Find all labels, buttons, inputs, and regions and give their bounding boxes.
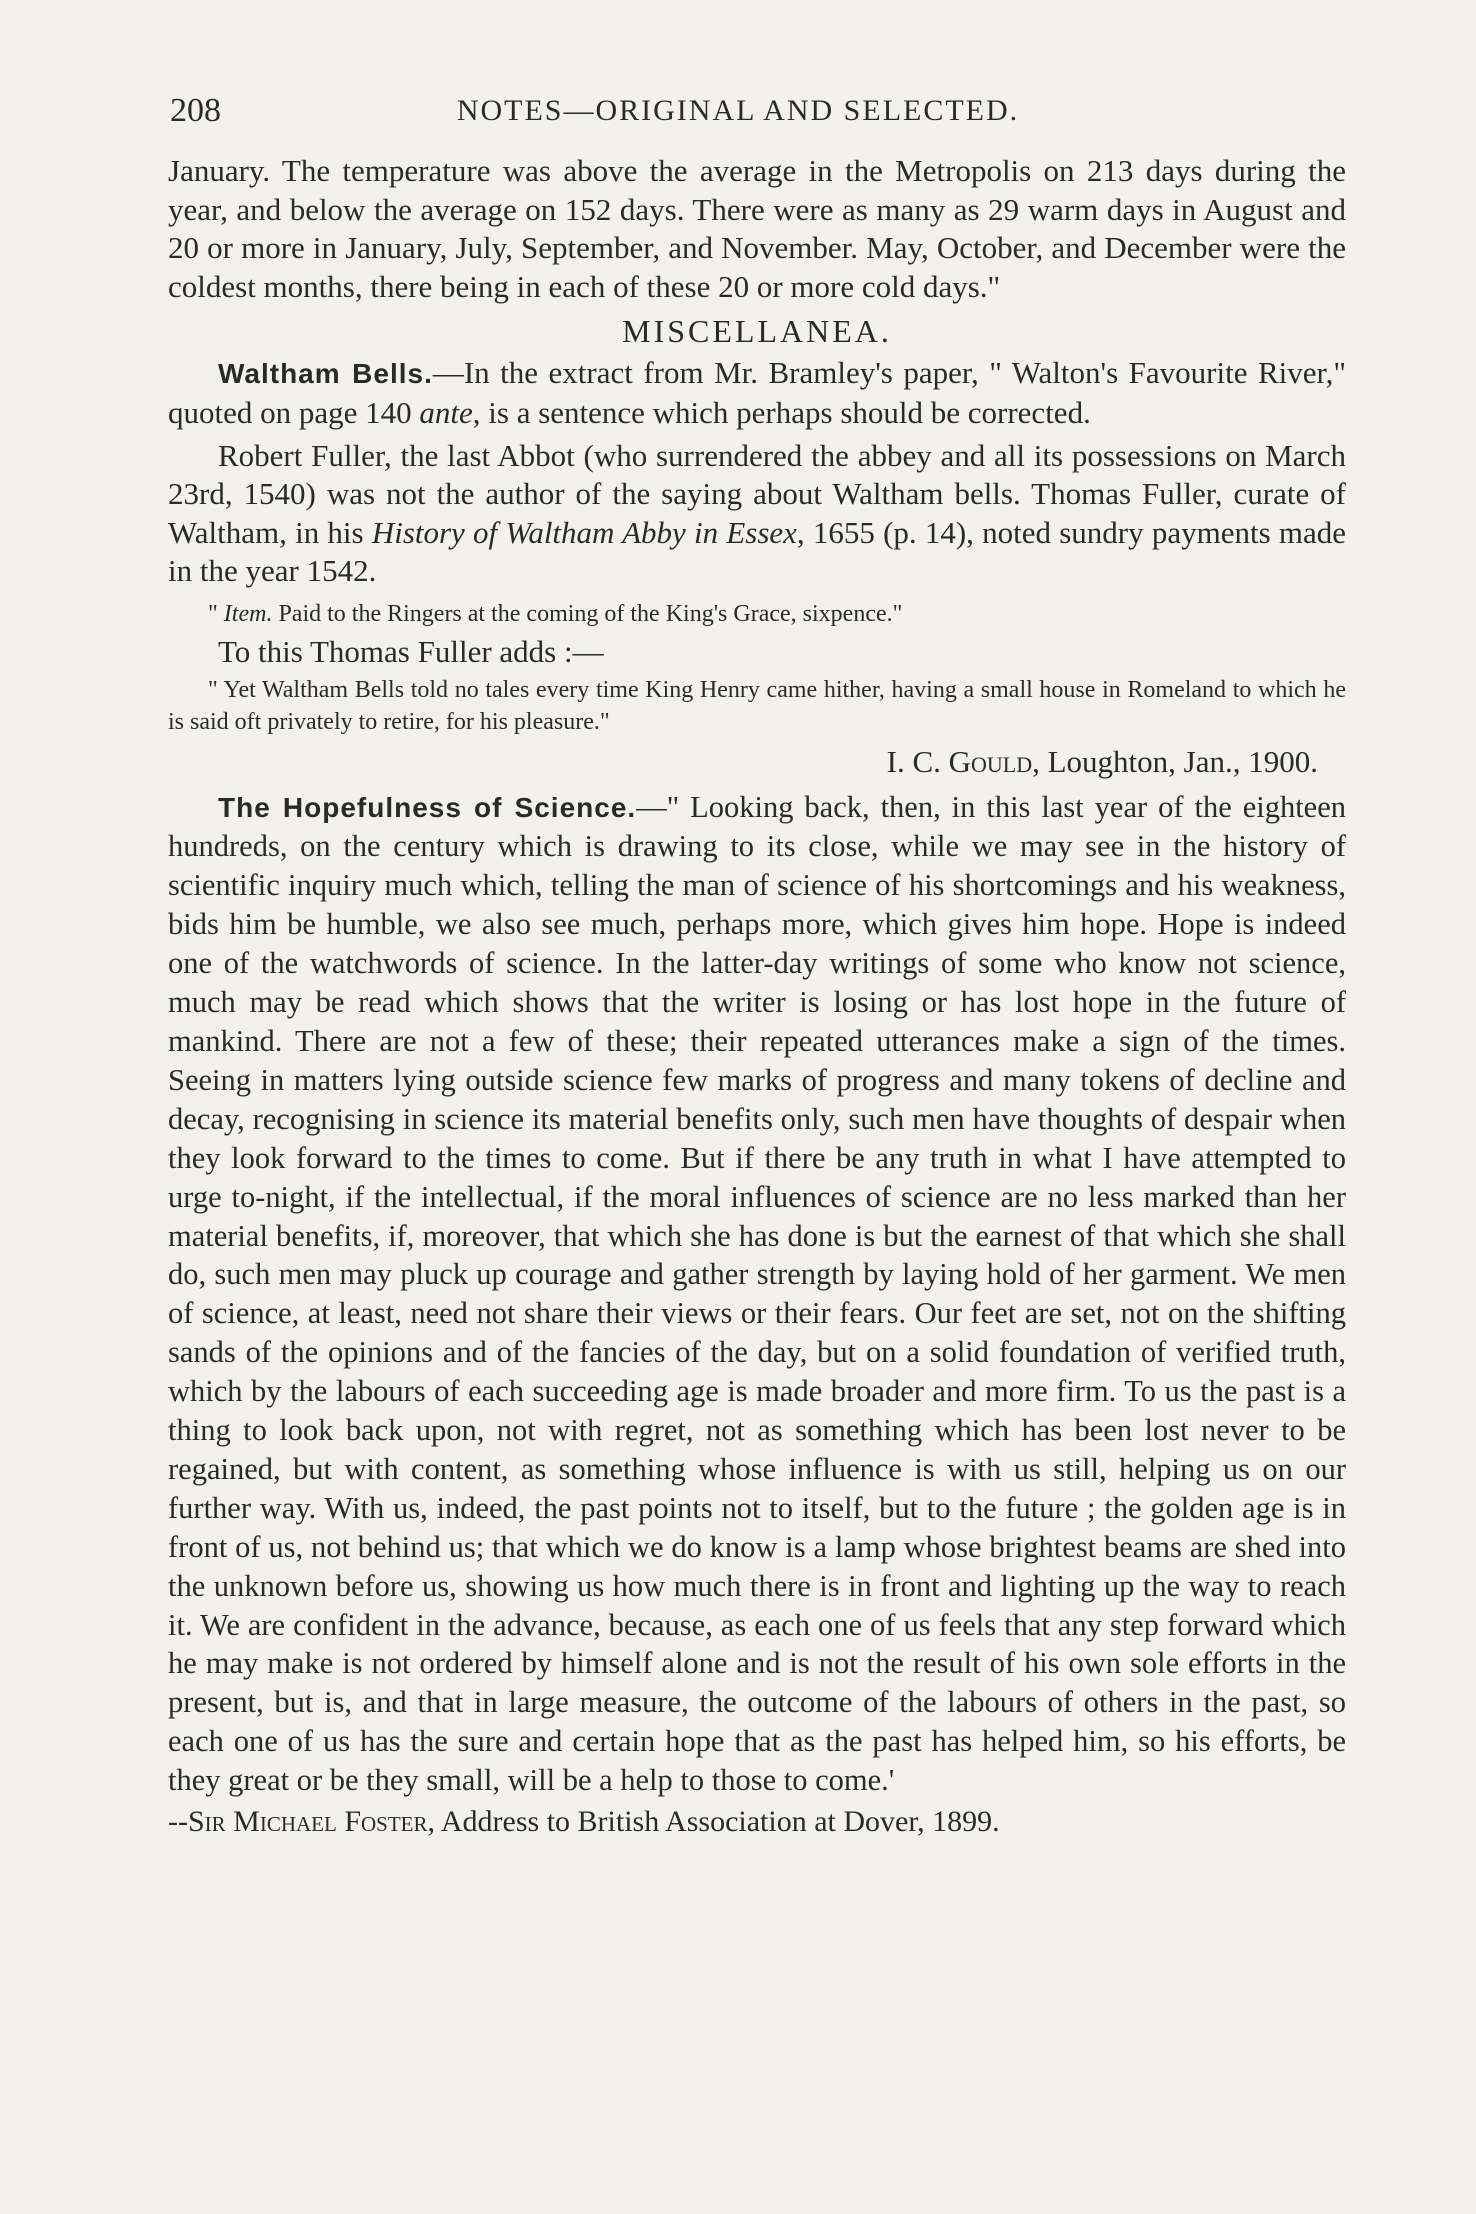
page-header (170, 92, 1306, 132)
signature-rest: , Loughton, Jan., 1900. (1032, 743, 1318, 779)
page-number: 208 (170, 92, 221, 129)
waltham-paragraph-2 (168, 437, 1346, 591)
attribution-rest: , Address to British Association at Dover, 1899. (427, 1805, 1000, 1839)
waltham-lead-2: To this Thomas Fuller adds :— (218, 633, 604, 669)
waltham-quote-1 (168, 597, 1346, 631)
quote1-open: " (208, 600, 224, 627)
waltham-paragraph-1 (168, 354, 1346, 432)
hopefulness-attribution (168, 1802, 1346, 1842)
running-title: NOTES—ORIGINAL AND SELECTED. (456, 94, 1020, 127)
section-heading: MISCELLANEA. (622, 313, 892, 350)
signature-name: Gould (948, 743, 1033, 779)
waltham-signature (168, 742, 1346, 782)
waltham-p2-text-b: , 1655 (p. 14), noted sundry payments made in the year 1542. (168, 514, 1346, 589)
attribution-name: Sir Michael Foster (187, 1805, 428, 1839)
waltham-book-title: History of Waltham Abby in Essex (371, 514, 797, 550)
quote1-rest: Paid to the Ringers at the coming of the King's Grace, sixpence." (272, 600, 903, 627)
hopefulness-text: —" Looking back, then, in this last year of the eighteen hundreds, on the century which is drawing to its close, while we may see in the history of scientific inquiry much which, telling the man of science of his shortcomings and his weakness, bids him be humble, we also see much, perhaps more, which gives him hope. Hope is indeed one of the watchwords of science. In the latter-day writings of some who know not science, much may be read which shows that the writer is losing or has lost hope in the future of mankind. There are not a few of these; their repeated utterances make a sign of the times. Seeing in matters lying outside science few marks of progress and many tokens of decline and decay, recognising in science its material benefits only, such men have thoughts of despair when they look forward to the times to come. But if there be any truth in what I have attempted to urge to-night, if the intellectual, if the moral influences of science are no less marked than her material benefits, if, moreover, that which she has done is but the earnest of that which she shall do, such men may pluck up courage and gather strength by laying hold of her garment. We men of science, at least, need not share their views or their fears. Our feet are set, not on the shifting sands of the opinions and of the fancies of the day, but on a solid foundation of verified truth, which by the labours of each succeeding age is made broader and more firm. To us the past is a thing to look back upon, not with regret, not as something which has been lost never to be regained, but with content, as something whose influence is with us still, helping us on our further way. With us, indeed, the past points not to itself, but to the future ; the golden age is in front of us, not behind us; that which we do know is a lamp whose brightest beams are shed into the unknown before us, showing us how much there is in front and lighting up the way to reach it. We are confident in the advance, because, as each one of us feels that any step forward which he may make is not ordered by himself alone and is not the result of his own sole efforts in the present, but is, and that in large measure, the outcome of the labours of others in the past, so each one of us has the sure and certain hope that as the past has helped him, so his efforts, be they great or be they small, will be a help to those to come.' (168, 789, 1347, 1798)
page-body (168, 152, 1346, 1842)
continuation-paragraph: January. The temperature was above the average in the Metropolis on 213 days during the year, and below the average on 152 days. There were as many as 29 warm days in August and 20 or more in January, July, September, and November. May, October, and December were the coldest months, there being in each of these 20 or more cold days." (168, 153, 1346, 304)
waltham-p1-text-a: —In the extract from Mr. Bramley's paper, " Walton's Favourite River," quoted on page 140 (168, 355, 1346, 430)
waltham-title: Waltham Bells. (218, 358, 433, 390)
waltham-quote-2: " Yet Waltham Bells told no tales every time King Henry came hither, having a small house in Romeland to which he is said oft privately to retire, for his pleasure." (168, 676, 1346, 735)
attribution-dash: -- (168, 1805, 188, 1839)
hopefulness-paragraph (168, 788, 1346, 1801)
waltham-p2-text-a: Robert Fuller, the last Abbot (who surrendered the abbey and all its possessions on March 23rd, 1540) was not the author of the saying about Waltham bells. Thomas Fuller, curate of Waltham, in his (168, 437, 1346, 550)
waltham-p1-ante: ante (419, 394, 473, 430)
hopefulness-title: The Hopefulness of Science. (218, 791, 637, 823)
signature-initials: I. C. (886, 743, 949, 779)
waltham-p1-text-b: , is a sentence which perhaps should be corrected. (472, 394, 1091, 430)
quote1-item: Item. (223, 600, 273, 627)
